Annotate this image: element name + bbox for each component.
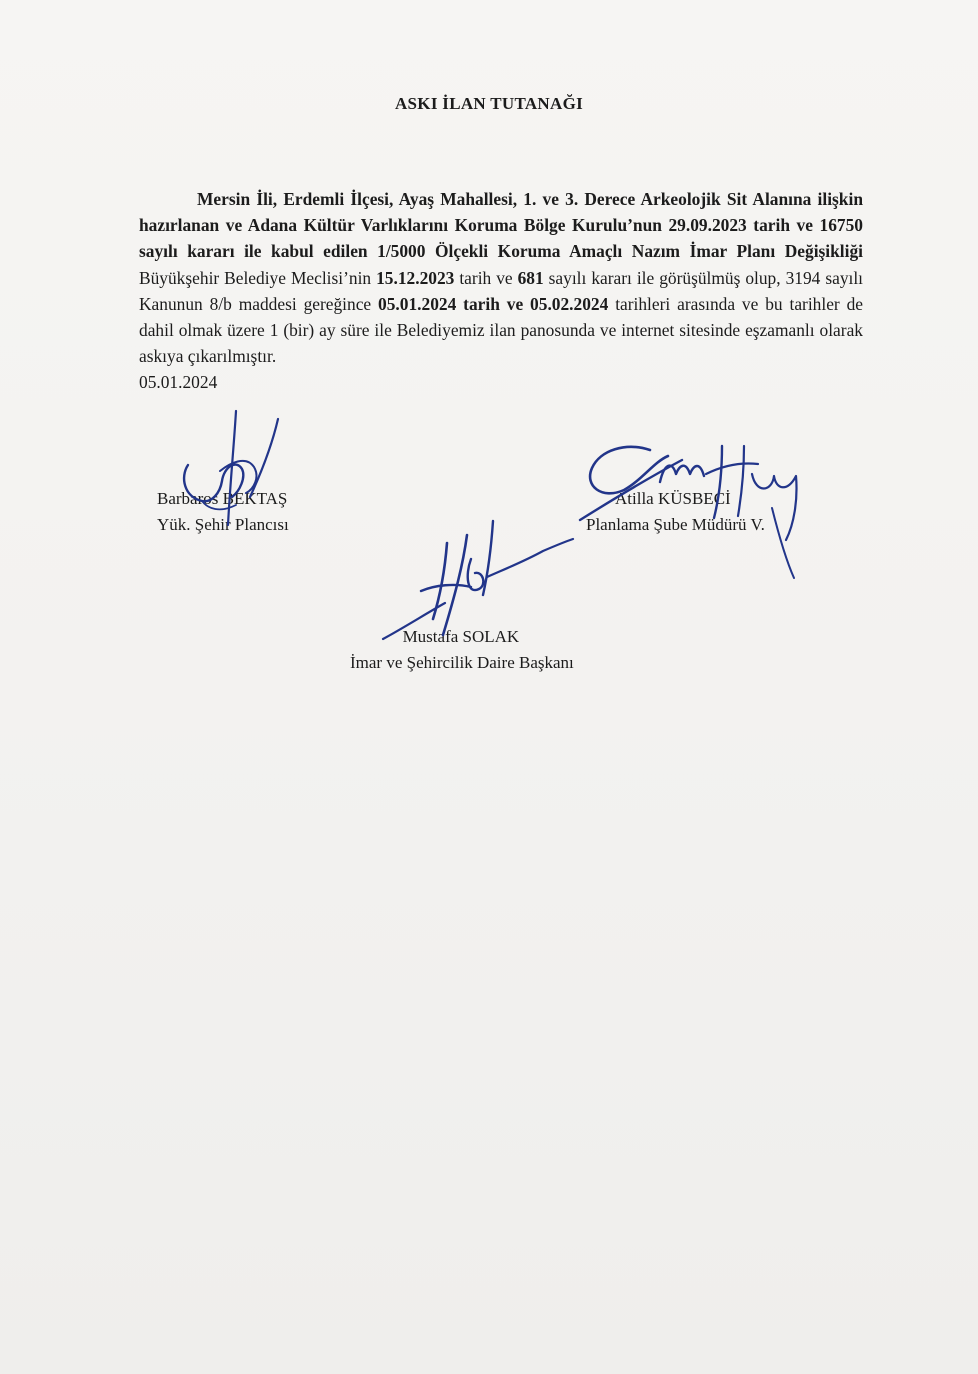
announcement-paragraph [139,186,863,396]
document-title: ASKI İLAN TUTANAĞI [394,94,584,113]
paragraph-segment-bold: 15.12.2023 [376,267,455,288]
signatory-right [586,486,765,538]
signatory-name: Mustafa SOLAK [402,627,520,646]
signatory-title: İmar ve Şehircilik Daire Başkanı [350,653,574,672]
paragraph-segment-bold: Mersin İli, Erdemli İlçesi, Ayaş Mahallesi, 1. ve 3. Derece Arkeolojik Sit Alanına ilişkin hazırlanan ve Adana Kültür Varlıklarını Koruma Bölge Kurulu’nun 29.09.2023 tarih ve 16750 sayılı kararı ile kabul edilen 1/5000 Ölçekli Koruma Amaçlı Nazım İmar Planı Değişikliği [139,189,863,262]
signatory-title: Planlama Şube Müdürü V. [586,515,765,534]
signatory-left [157,486,289,538]
signatory-title: Yük. Şehir Plancısı [157,515,289,534]
paragraph-segment: tarih ve [454,267,518,288]
document-date: 05.01.2024 [139,372,218,393]
signatory-center [350,624,574,676]
paragraph-segment-bold: 681 [517,267,544,288]
paragraph-segment: sayılı kararı ile görüşülmüş olup, 3194 sayılı Kanunun 8/b maddesi gereğince [139,267,864,314]
paragraph-segment: tarihleri arasında ve bu tarihler de dahil olmak üzere 1 (bir) ay süre ile Belediyemiz ilan panosunda ve internet sitesinde eşzamanlı olarak askıya çıkarılmıştır. [139,293,863,367]
signatory-name: Atilla KÜSBECİ [615,489,731,508]
signatory-name: Barbaros BEKTAŞ [157,489,288,508]
paragraph-segment: Büyükşehir Belediye Meclisi’nin [139,267,377,288]
paragraph-segment-bold: 05.01.2024 tarih ve 05.02.2024 [378,293,609,314]
